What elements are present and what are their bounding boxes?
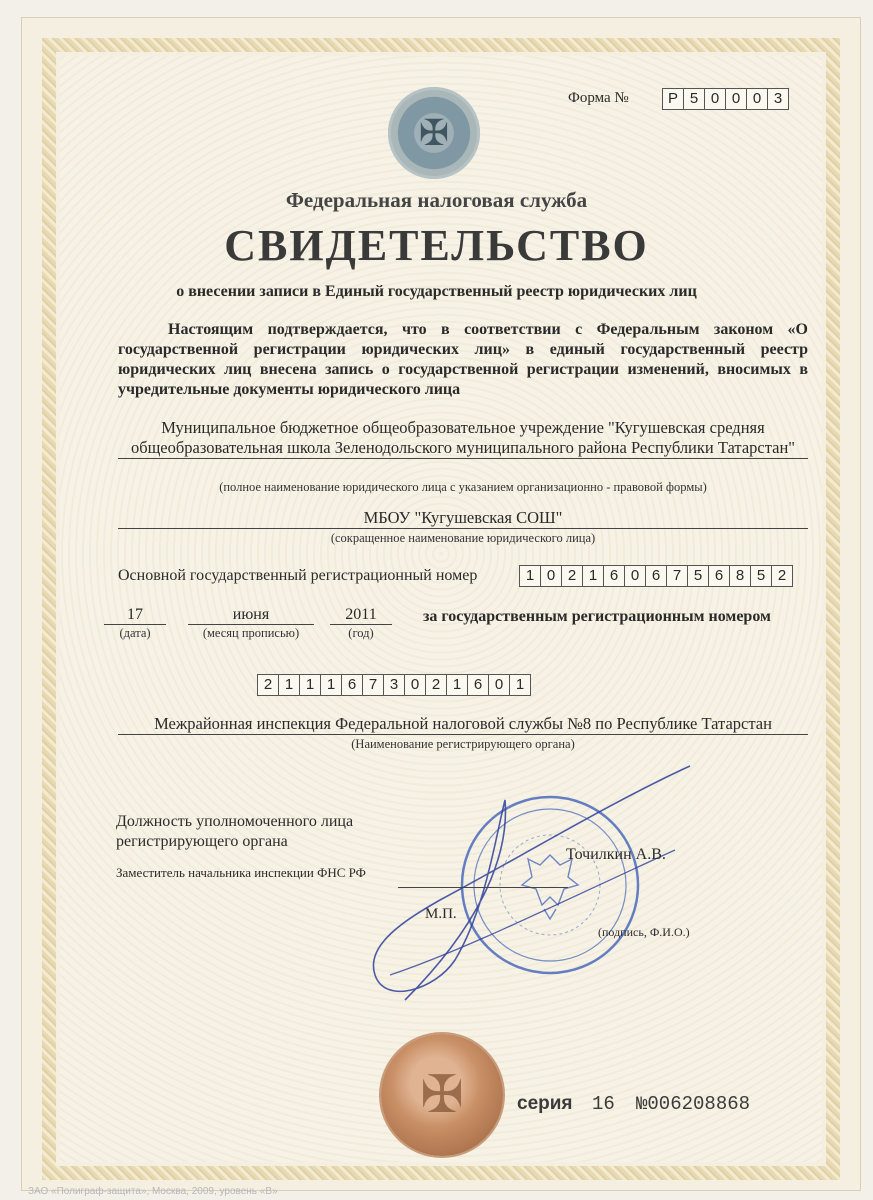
stamp-place-label: М.П. — [425, 906, 457, 922]
date-year: 2011 — [330, 606, 392, 625]
blank-number: №006208868 — [636, 1093, 751, 1115]
form-digit-box: 0 — [704, 88, 726, 110]
grn-digit-box: 7 — [362, 674, 384, 696]
printer-imprint: ЗАО «Полиграф-защита», Москва, 2009, уровень «В» — [28, 1186, 278, 1197]
grn-boxes — [258, 674, 531, 696]
full-name-caption: (полное наименование юридического лица с указанием организационно - правовой формы) — [219, 480, 707, 494]
entity-short-name: МБОУ "Кугушевская СОШ" — [118, 508, 808, 529]
form-digit-box: 0 — [725, 88, 747, 110]
signature-caption: (подпись, Ф.И.О.) — [598, 925, 690, 939]
series-label: серия — [517, 1093, 573, 1114]
grn-digit-box: 0 — [404, 674, 426, 696]
signatory-position: Заместитель начальника инспекции ФНС РФ — [116, 865, 366, 880]
hologram-emblem — [388, 87, 480, 179]
ogrn-digit-box: 7 — [666, 565, 688, 587]
ogrn-digit-box: 8 — [729, 565, 751, 587]
position-label: Должность уполномоченного лица регистрирующего органа — [116, 813, 354, 850]
ogrn-boxes — [520, 565, 793, 587]
form-digit-box: 0 — [746, 88, 768, 110]
authority-caption: (Наименование регистрирующего органа) — [351, 737, 575, 751]
document-subtitle: о внесении записи в Единый государственный реестр юридических лиц — [176, 283, 697, 300]
grn-digit-box: 2 — [425, 674, 447, 696]
registering-authority: Межрайонная инспекция Федеральной налоговой службы №8 по Республике Татарстан — [118, 714, 808, 735]
seal-eagle-icon: ✠ — [420, 1067, 464, 1124]
ogrn-digit-box: 1 — [582, 565, 604, 587]
grn-digit-box: 1 — [299, 674, 321, 696]
gold-seal — [381, 1034, 503, 1156]
form-number-boxes — [663, 88, 789, 110]
grn-digit-box: 1 — [509, 674, 531, 696]
grn-digit-box: 0 — [488, 674, 510, 696]
grn-digit-box: 1 — [446, 674, 468, 696]
intro-paragraph: Настоящим подтверждается, что в соответствии с Федеральным законом «О государственной регистрации юридических лиц» в единый государственный реестр юридических лиц внесена запись о государственной регистрации изменений, вносимых в учредительные документы юридического лица — [118, 321, 808, 398]
ogrn-digit-box: 6 — [708, 565, 730, 587]
document-title: СВИДЕТЕЛЬСТВО — [224, 221, 649, 270]
ogrn-digit-box: 5 — [687, 565, 709, 587]
date-month-caption: (месяц прописью) — [202, 626, 300, 640]
grn-digit-box: 1 — [320, 674, 342, 696]
ogrn-digit-box: 2 — [771, 565, 793, 587]
ogrn-digit-box: 6 — [603, 565, 625, 587]
grn-label: за государственным регистрационным номером — [423, 608, 771, 625]
signature-line — [398, 887, 568, 888]
ogrn-digit-box: 0 — [624, 565, 646, 587]
agency-name: Федеральная налоговая служба — [285, 188, 588, 212]
date-day: 17 — [104, 606, 166, 625]
date-day-caption: (дата) — [119, 626, 151, 640]
grn-digit-box: 1 — [278, 674, 300, 696]
grn-digit-box: 6 — [467, 674, 489, 696]
double-headed-eagle-icon: ✠ — [418, 113, 450, 153]
form-digit-box: 5 — [683, 88, 705, 110]
handwritten-signature — [345, 760, 705, 1020]
short-name-caption: (сокращенное наименование юридического лица) — [330, 531, 596, 545]
grn-digit-box: 3 — [383, 674, 405, 696]
signatory-name: Точилкин А.В. — [566, 846, 666, 863]
ogrn-digit-box: 1 — [519, 565, 541, 587]
date-month: июня — [188, 606, 314, 625]
date-year-caption: (год) — [348, 626, 374, 640]
ogrn-digit-box: 0 — [540, 565, 562, 587]
ogrn-digit-box: 2 — [561, 565, 583, 587]
grn-digit-box: 6 — [341, 674, 363, 696]
grn-digit-box: 2 — [257, 674, 279, 696]
form-digit-box: Р — [662, 88, 684, 110]
series-value: 16 — [592, 1093, 615, 1115]
ogrn-digit-box: 5 — [750, 565, 772, 587]
ogrn-label: Основной государственный регистрационный номер — [118, 567, 478, 584]
form-digit-box: 3 — [767, 88, 789, 110]
form-number-label: Форма № — [568, 90, 629, 106]
ogrn-digit-box: 6 — [645, 565, 667, 587]
entity-full-name: Муниципальное бюджетное общеобразовательное учреждение "Кугушевская средняя общеобразовательная школа Зеленодольского муниципального района Республики Татарстан" — [118, 418, 808, 459]
